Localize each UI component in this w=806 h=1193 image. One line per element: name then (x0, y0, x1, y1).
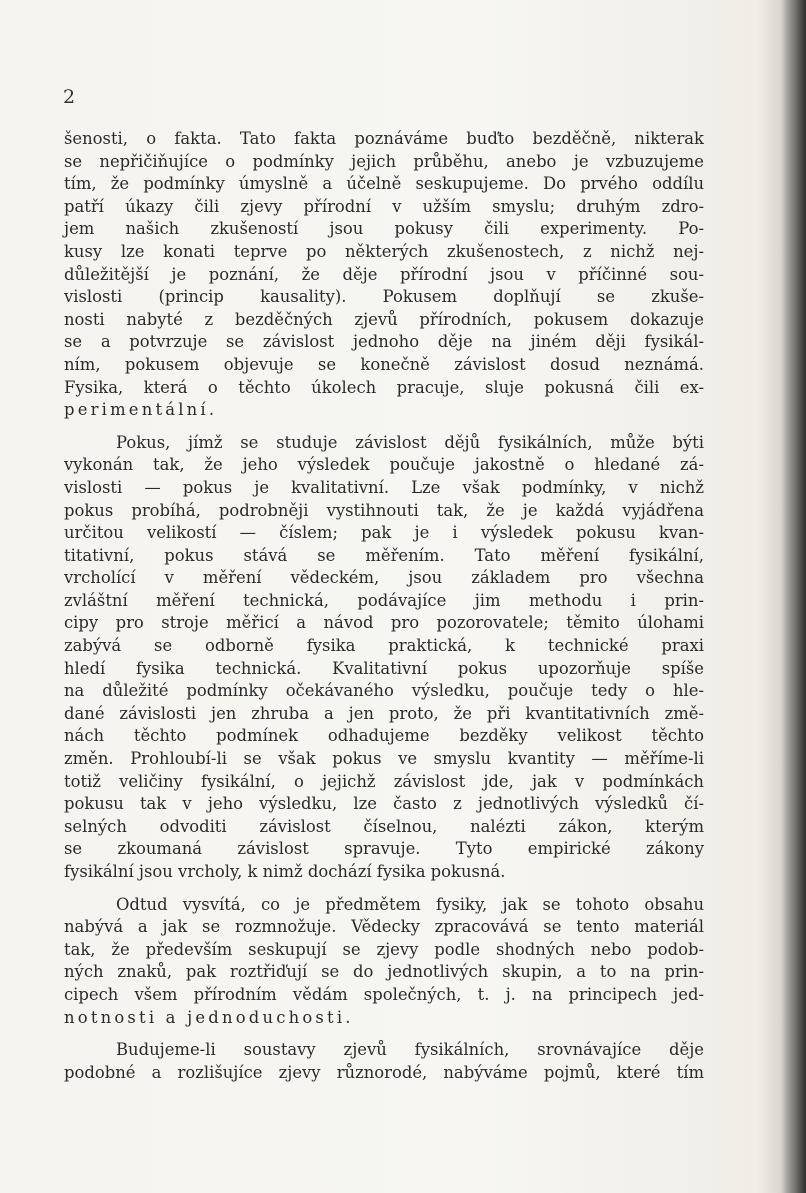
text-line: notnosti a jednoduchosti. (64, 1007, 354, 1027)
text-line: změn. Prohloubí-li se však pokus ve smyslu kvantity — měříme-li (64, 749, 704, 769)
text-line: kusy lze konati teprve po některých zkušenostech, z nichž nej- (64, 241, 704, 261)
text-line: vislosti — pokus je kvalitativní. Lze však podmínky, v nichž (64, 477, 704, 497)
text-line: perimentální. (64, 400, 218, 420)
text-line: vrcholící v měření vědeckém, jsou základem pro všechna (64, 568, 704, 588)
text-line: cipech všem přírodním vědám společných, t. j. na principech jed- (64, 984, 704, 1004)
paragraph-3 (64, 894, 704, 1030)
text-line: totiž veličiny fysikální, o jejichž závislost jde, jak v podmínkách (64, 771, 704, 791)
text-line: se a potvrzuje se závislost jednoho děje na jiném ději fysikál- (64, 332, 704, 352)
text-line: Pokus, jímž se studuje závislost dějů fysikálních, může býti (116, 432, 704, 452)
text-line: určitou velikostí — číslem; pak je i výsledek pokusu kvan- (64, 523, 704, 543)
text-line: tak, že především seskupují se zjevy podle shodných nebo podob- (64, 939, 704, 959)
text-line: pokus probíhá, podrobněji vystihnouti tak, že je každá vyjádřena (64, 500, 704, 520)
text-line: ním, pokusem objevuje se konečně závislost dosud neznámá. (64, 354, 704, 374)
text-line: se nepřičiňujíce o podmínky jejich průběhu, anebo je vzbuzujeme (64, 151, 704, 171)
paragraph-1 (64, 128, 704, 422)
text-line: zabývá se odborně fysika praktická, k technické praxi (64, 636, 704, 656)
text-line: fysikální jsou vrcholy, k nimž dochází fysika pokusná. (64, 862, 506, 881)
text-line: zvláštní měření technická, podávajíce jim methodu i prin- (64, 590, 704, 610)
text-line: cipy pro stroje měřicí a návod pro pozorovatele; těmito úlohami (64, 613, 704, 633)
text-line: nosti nabyté z bezděčných zjevů přírodních, pokusem dokazuje (64, 309, 704, 329)
text-line: pokusu tak v jeho výsledku, lze často z jednotlivých výsledků čí- (64, 794, 704, 814)
paragraph-2 (64, 432, 704, 884)
text-line: nabývá a jak se rozmnožuje. Vědecky zpracovává se tento materiál (64, 917, 704, 937)
text-line: podobné a rozlišujíce zjevy různorodé, nabýváme pojmů, které tím (64, 1062, 704, 1082)
text-line: Budujeme-li soustavy zjevů fysikálních, srovnávajíce děje (116, 1040, 704, 1060)
text-line: vykonán tak, že jeho výsledek poučuje jakostně o hledané zá- (64, 455, 704, 475)
text-line: na důležité podmínky očekávaného výsledku, poučuje tedy o hle- (64, 681, 704, 701)
text-line: Odtud vysvítá, co je předmětem fysiky, jak se tohoto obsahu (116, 894, 704, 914)
text-line: nách těchto podmínek odhadujeme bezděky velikost těchto (64, 726, 704, 746)
text-line: se zkoumaná závislost spravuje. Tyto empirické zákony (64, 839, 704, 859)
page-binding-shadow (780, 0, 806, 1193)
text-line: vislosti (princip kausality). Pokusem doplňují se zkuše- (64, 287, 704, 307)
page-number: 2 (63, 86, 76, 108)
text-line: dané závislosti jen zhruba a jen proto, že při kvantitativních změ- (64, 703, 704, 723)
text-line: patří úkazy čili zjevy přírodní v užším smyslu; druhým zdro- (64, 196, 704, 216)
paragraph-4 (64, 1039, 704, 1084)
text-line: šenosti, o fakta. Tato fakta poznáváme buďto bezděčně, nikterak (64, 129, 704, 148)
text-line: hledí fysika technická. Kvalitativní pokus upozorňuje spíše (64, 658, 704, 678)
body-text (64, 128, 704, 1084)
text-line: titativní, pokus stává se měřením. Tato měření fysikální, (64, 545, 704, 565)
text-line: selných odvoditi závislost číselnou, nalézti zákon, kterým (64, 816, 704, 836)
text-line: ných znaků, pak roztřiďují se do jednotlivých skupin, a to na prin- (64, 962, 704, 982)
text-line: tím, že podmínky úmyslně a účelně seskupujeme. Do prvého oddílu (64, 174, 704, 194)
text-line: důležitější je poznání, že děje přírodní jsou v příčinné sou- (64, 264, 704, 284)
text-line: jem našich zkušeností jsou pokusy čili experimenty. Po- (64, 219, 704, 239)
text-line: Fysika, která o těchto úkolech pracuje, sluje pokusná čili ex- (64, 377, 704, 397)
